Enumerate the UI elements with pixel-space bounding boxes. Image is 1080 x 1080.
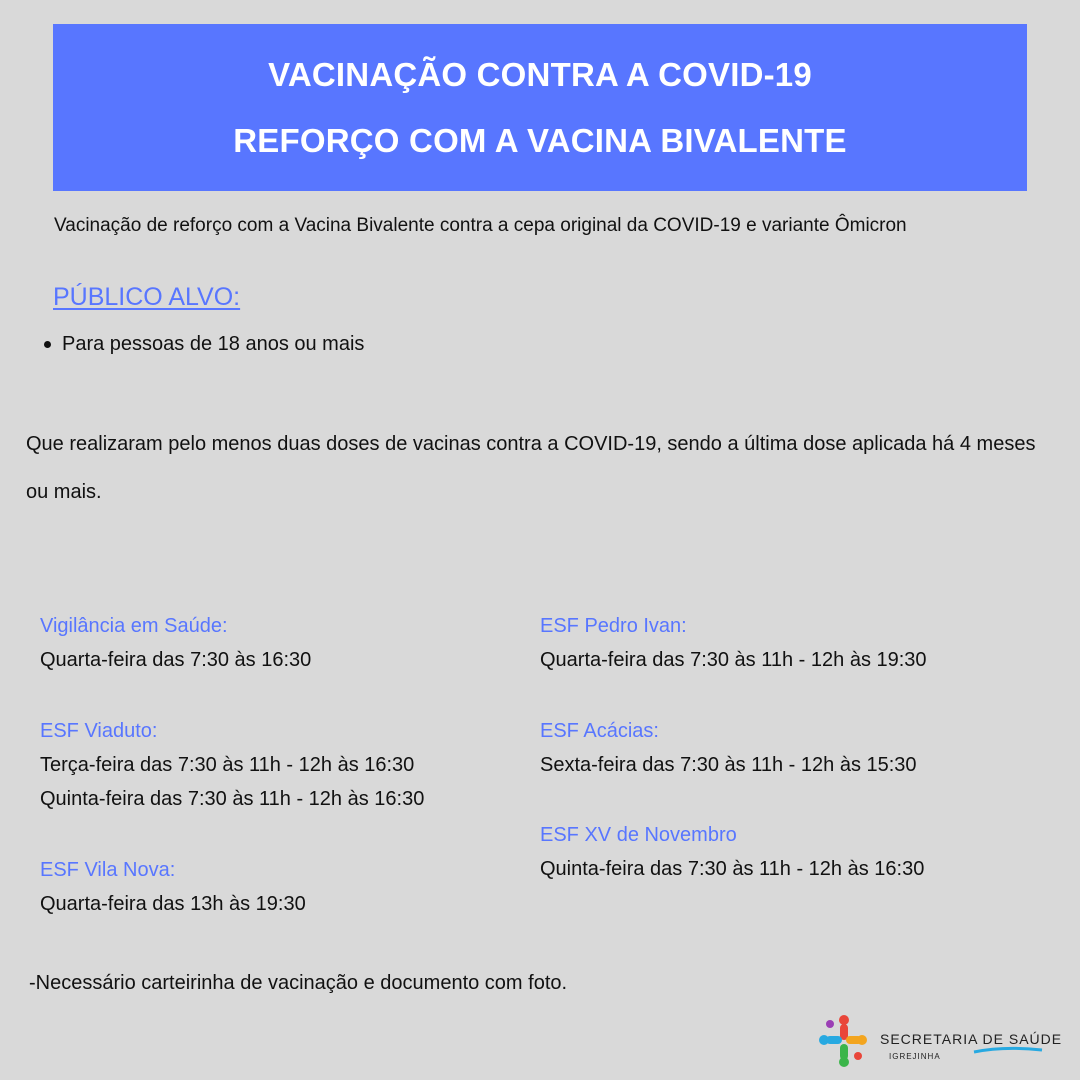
logo-subtitle: IGREJINHA [889,1052,941,1061]
bullet-text: Para pessoas de 18 anos ou mais [62,333,365,355]
header-banner [53,24,1027,191]
location-acacias [540,714,917,782]
location-schedule: Quinta-feira das 7:30 às 11h - 12h às 16:30 [540,858,925,880]
location-pedro-ivan [540,609,927,677]
location-name: ESF Acácias: [540,720,659,742]
eligibility-paragraph: Que realizaram pelo menos duas doses de vacinas contra a COVID-19, sendo a última dose aplicada há 4 meses ou mais. [26,433,1036,503]
logo-title: SECRETARIA DE SAÚDE [880,1031,1063,1047]
location-name: Vigilância em Saúde: [40,615,228,637]
location-schedule: Quarta-feira das 7:30 às 16:30 [40,649,312,671]
target-bullet [44,330,364,358]
location-name: ESF Pedro Ivan: [540,615,687,637]
intro-text: Vacinação de reforço com a Vacina Bivalente contra a cepa original da COVID-19 e variante Ômicron [54,215,907,236]
publico-alvo-heading: PÚBLICO ALVO: [53,283,241,311]
location-name: ESF Vila Nova: [40,859,176,881]
colorful-people-circle-icon [819,1015,867,1067]
location-name: ESF Viaduto: [40,720,158,742]
banner-subtitle: REFORÇO COM A VACINA BIVALENTE [233,121,847,159]
location-name: ESF XV de Novembro [540,824,737,846]
location-schedule: Quinta-feira das 7:30 às 11h - 12h às 16:30 [40,788,425,810]
location-schedule: Sexta-feira das 7:30 às 11h - 12h às 15:30 [540,754,917,776]
bullet-dot-icon [44,341,51,348]
location-xv-novembro [540,818,924,886]
location-schedule: Quarta-feira das 7:30 às 11h - 12h às 19:30 [540,649,927,671]
logo-swoosh [974,1048,1042,1052]
requirement-note: -Necessário carteirinha de vacinação e documento com foto. [29,972,568,994]
banner-title: VACINAÇÃO CONTRA A COVID-19 [268,55,812,93]
location-vila-nova [40,853,306,921]
location-viaduto [40,714,424,816]
location-schedule: Terça-feira das 7:30 às 11h - 12h às 16:30 [40,754,415,776]
location-schedule: Quarta-feira das 13h às 19:30 [40,893,306,915]
location-vigilancia [40,609,311,677]
